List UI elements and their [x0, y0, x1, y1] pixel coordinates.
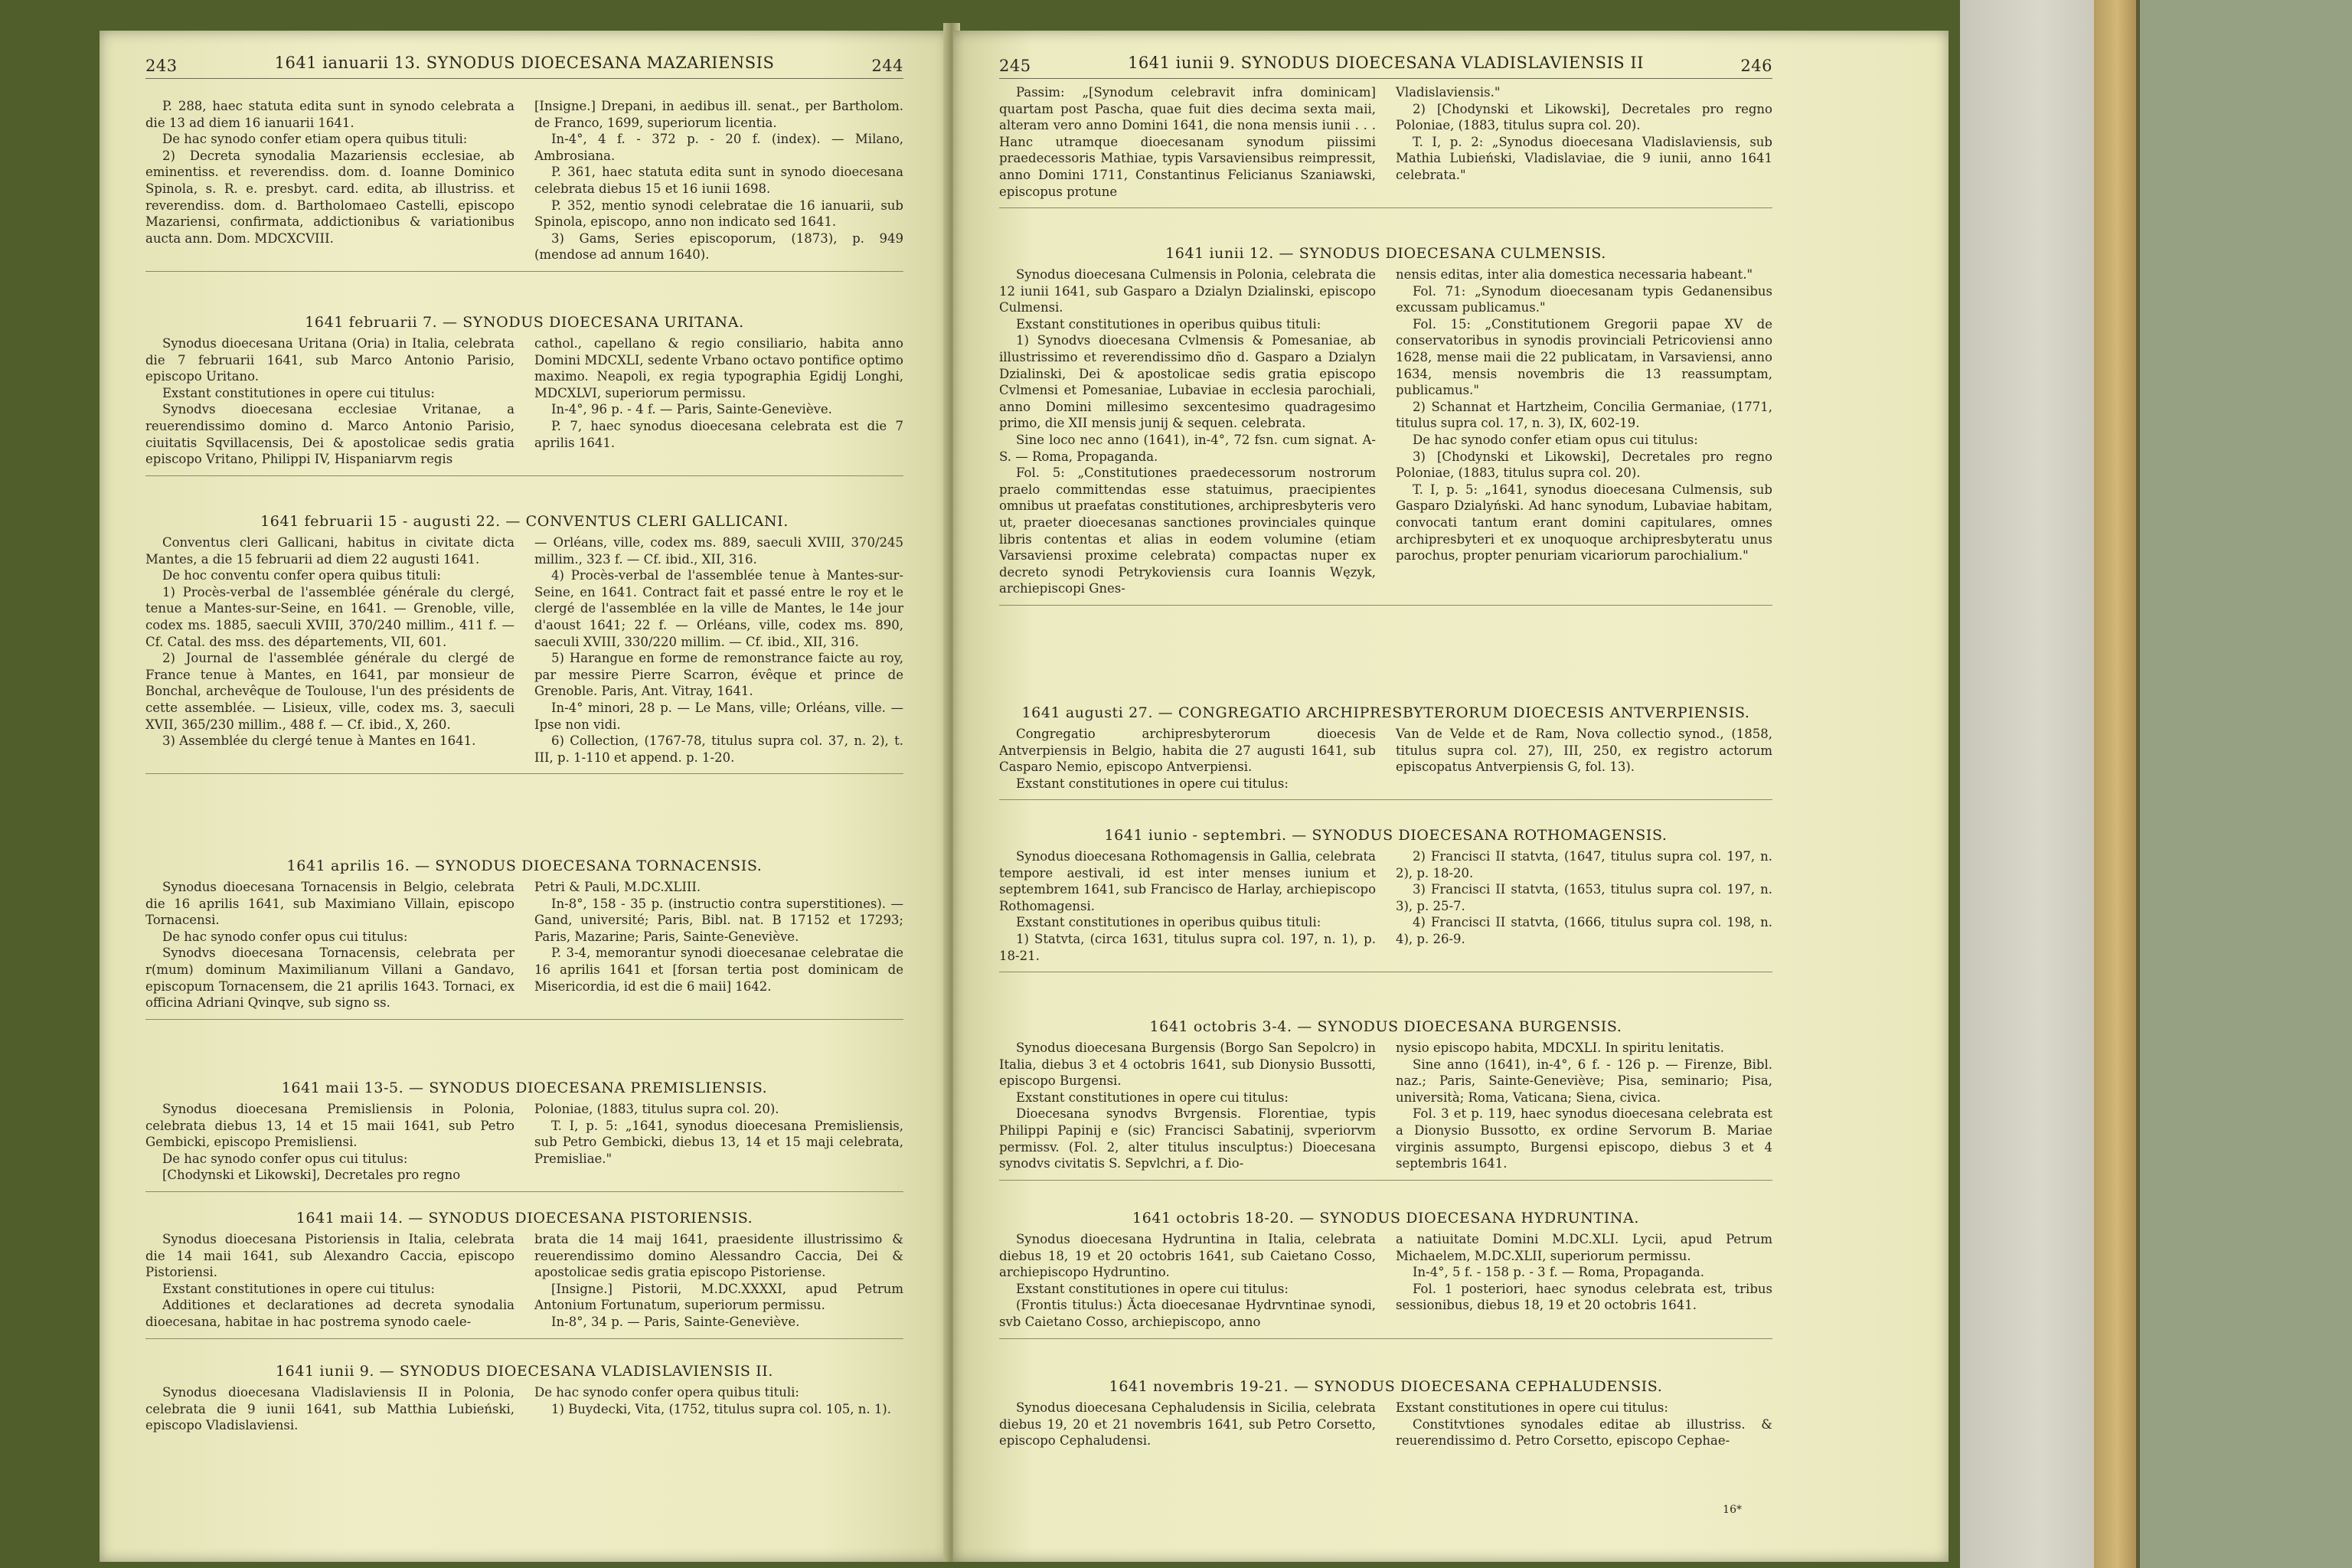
entry-paragraph: Exstant constitutiones in opere cui titulus:: [1396, 1400, 1668, 1415]
entry-paragraph: Synodus dioecesana Hydruntina in Italia, celebrata diebus 18, 19 et 20 octobris 1641, sub Caietano Cosso, archiepiscopo Hydruntino.: [999, 1232, 1376, 1280]
synod-entry: [145, 1210, 903, 1339]
entry-paragraph: Dioecesana synodvs Bvrgensis. Florentiae, typis Philippi Papinij e (sic) Francisci Sabatinij, svperiorvm permissv. (Fol. 2, alter titulus insculptus:) Dioecesana synodvs civitatis S. Sepvlchri, a f. Dio-: [999, 1106, 1376, 1171]
entry-paragraph: P. 7, haec synodus dioecesana celebrata est die 7 aprilis 1641.: [534, 418, 903, 450]
entry-column-right: [534, 98, 903, 263]
entry-paragraph: Synodus dioecesana Cephaludensis in Sicilia, celebrata diebus 19, 20 et 21 novembris 1641, sub Petro Corsetto, episcopo Cephaludensi.: [999, 1400, 1376, 1449]
synod-entry: [999, 704, 1772, 800]
entry-rule: [145, 271, 903, 272]
entry-column-right: [1396, 848, 1772, 964]
entry-paragraph: Van de Velde et de Ram, Nova collectio synod., (1858, titulus supra col. 27), III, 250, ex registro actorum episcopatus Antverpiensis G, fol. 13).: [1396, 727, 1772, 775]
entry-paragraph: Fol. 3 et p. 119, haec synodus dioecesana celebrata est a Dionysio Bussotto, ex ordine Servorum B. Mariae virginis assumpto, Burgensi episcopo, diebus 3 et 4 septembris 1641.: [1396, 1106, 1772, 1171]
synod-entry: [999, 245, 1772, 606]
entry-paragraph: 5) Harangue en forme de remonstrance faicte au roy, par messire Pierre Scarron, évêque et prince de Grenoble. Paris, Ant. Vitray, 1641.: [534, 651, 903, 699]
header-rule: [999, 78, 1772, 79]
entry-paragraph: De hac synodo confer etiam opus cui titulus:: [1413, 432, 1698, 447]
entry-paragraph: brata die 14 maij 1641, praesidente illustrissimo & reuerendissimo domino Alessandro Caccia, Dei & apostolicae sedis gratia episcopo Pistoriense.: [534, 1232, 903, 1280]
entry-paragraph: nensis editas, inter alia domestica necessaria habeant.": [1396, 267, 1753, 282]
entry-rule: [145, 773, 903, 774]
entry-paragraph: Synodus dioecesana Premisliensis in Polonia, celebrata diebus 13, 14 et 15 maii 1641, sub Petro Gembicki, episcopo Premisliensi.: [145, 1102, 514, 1150]
synod-entry: [999, 84, 1772, 208]
entry-column-left: [999, 84, 1376, 200]
entry-paragraph: P. 361, haec statuta edita sunt in synodo dioecesana celebrata diebus 15 et 16 iunii 1698.: [534, 165, 903, 196]
entry-paragraph: Fol. 5: „Constitutiones praedecessorum nostrorum praelo committendas esse statuimus, praecipientes omnibus ut praefatas constitutiones, archipresbyteris vero ut, praeter dioecesanas sanctiones provinciales quinque libris contentas et alias in eodem volumine (etiam Varsaviensi proxime celebrata) compactas nuper ex decreto synodi Petrykoviensis cura Ioannis Węzyk, archiepiscopi Gnes-: [999, 466, 1376, 596]
entry-paragraph: Exstant constitutiones in opere cui titulus:: [1016, 776, 1289, 791]
entry-title: 1641 augusti 27. — CONGREGATIO ARCHIPRESBYTERORUM DIOECESIS ANTVERPIENSIS.: [1021, 704, 1750, 721]
entry-paragraph: Exstant constitutiones in operibus quibus tituli:: [1016, 316, 1321, 332]
entry-column-left: [145, 98, 514, 263]
entry-paragraph: In-8°, 158 - 35 p. (instructio contra superstitiones). — Gand, université; Paris, Bibl. nat. B 17152 et 17293; Paris, Mazarine; Paris, Sainte-Geneviève.: [534, 896, 903, 944]
entry-title: 1641 maii 13-5. — SYNODUS DIOECESANA PREMISLIENSIS.: [281, 1080, 768, 1096]
entry-paragraph: 3) Francisci II statvta, (1653, titulus supra col. 197, n. 3), p. 25-7.: [1396, 882, 1772, 913]
entry-column-left: [999, 1231, 1376, 1331]
page-number-left: 245: [999, 57, 1031, 75]
left-page: [100, 31, 949, 1562]
synod-entry: [145, 1080, 903, 1192]
entry-paragraph: 2) Schannat et Hartzheim, Concilia Germaniae, (1771, titulus supra col. 17, n. 3), IX, 602-19.: [1396, 399, 1772, 431]
entry-column-right: [1396, 1400, 1772, 1449]
entry-column-right: [534, 534, 903, 766]
entry-paragraph: 1) Procès-verbal de l'assemblée générale du clergé, tenue a Mantes-sur-Seine, en 1641. — Grenoble, ville, codex ms. 1885, saeculi XVIII, 370/240 millim., 411 f. — Cf. Catal. des mss. des départements, VII, 601.: [145, 584, 514, 649]
entry-paragraph: Synodvs dioecesana ecclesiae Vritanae, a reuerendissimo domino d. Marco Antonio Parisio, ciuitatis Sqvillacensis, Dei & apostolicae sedis gratia episcopo Vritano, Philippi IV, Hispaniarvm regis: [145, 402, 514, 467]
entry-paragraph: In-4°, 96 p. - 4 f. — Paris, Sainte-Geneviève.: [551, 402, 832, 417]
right-page: [953, 31, 1949, 1562]
entry-column-left: [999, 726, 1376, 792]
synod-entry: [999, 1378, 1772, 1449]
entry-rule: [145, 1019, 903, 1020]
entry-column-right: [1396, 1040, 1772, 1172]
entry-title: 1641 aprilis 16. — SYNODUS DIOECESANA TORNACENSIS.: [286, 858, 763, 874]
entry-column-right: [534, 1231, 903, 1331]
entry-paragraph: Exstant constitutiones in operibus quibus tituli:: [1016, 915, 1321, 930]
entry-paragraph: Additiones et declarationes ad decreta synodalia dioecesana, habitae in hac postrema synodo caele-: [145, 1298, 514, 1329]
signature-mark: 16*: [1723, 1504, 1742, 1516]
entry-paragraph: Sine loco nec anno (1641), in-4°, 72 fsn. cum signat. A-S. — Roma, Propaganda.: [999, 432, 1376, 464]
running-head: [999, 54, 1772, 84]
entry-paragraph: De hac synodo confer etiam opera quibus tituli:: [162, 132, 468, 147]
entry-paragraph: 4) Procès-verbal de l'assemblée tenue à Mantes-sur-Seine, en 1641. Contract fait et passé entre le roy et le clergé de l'assemblée en la ville de Mantes, le 14e jour d'aoust 1641; 22 f. — Orléans, ville, codex ms. 890, saeculi XVIII, 330/220 millim. — Cf. ibid., XII, 316.: [534, 568, 903, 649]
entry-column-right: [1396, 84, 1772, 200]
synod-entry: [999, 827, 1772, 972]
page-number-right: 246: [1740, 57, 1772, 75]
entry-paragraph: 2) [Chodynski et Likowski], Decretales pro regno Poloniae, (1883, titulus supra col. 20).: [1396, 101, 1772, 133]
entry-rule: [999, 799, 1772, 800]
entry-paragraph: 3) [Chodynski et Likowski], Decretales pro regno Poloniae, (1883, titulus supra col. 20).: [1396, 449, 1772, 481]
entry-paragraph: T. I, p. 2: „Synodus dioecesana Vladislaviensis, sub Mathia Lubieński, Vladislaviae, die 9 iunii, anno 1641 celebrata.": [1396, 134, 1772, 182]
entry-title: 1641 maii 14. — SYNODUS DIOECESANA PISTORIENSIS.: [296, 1210, 753, 1227]
entry-paragraph: cathol., capellano & regio consiliario, habita anno Domini MDCXLI, sedente Vrbano octavo pontifice optimo maximo. Neapoli, ex regia typographia Egidij Longhi, MDCXLVI, superiorum permissu.: [534, 336, 903, 400]
synod-entry: [145, 858, 903, 1020]
entry-paragraph: In-4° minori, 28 p. — Le Mans, ville; Orléans, ville. — Ipse non vidi.: [534, 700, 903, 732]
entry-column-left: [145, 335, 514, 468]
entry-paragraph: Synodus dioecesana Rothomagensis in Gallia, celebrata tempore aestivali, id est inter menses iunium et septembrem 1641, sub Francisco de Harlay, archiepiscopo Rothomagensi.: [999, 849, 1376, 913]
synod-entry: [145, 1363, 903, 1434]
entry-paragraph: Petri & Pauli, M.DC.XLIII.: [534, 880, 701, 894]
entry-paragraph: 1) Synodvs dioecesana Cvlmensis & Pomesaniae, ab illustrissimo et reverendissimo dño d. Gasparo a Dzialyn Dzialinski, Dei & apostolicae sedis gratia episcopo Cvlmensi et Pomesaniae, Lubaviae in ecclesia parochiali, anno Domini millesimo sexcentesimo quadragesimo primo, die XII mensis junij & sequen. celebrata.: [999, 333, 1376, 431]
entry-title: 1641 octobris 3-4. — SYNODUS DIOECESANA BURGENSIS.: [1149, 1018, 1622, 1035]
entry-paragraph: Sine anno (1641), in-4°, 6 f. - 126 p. — Firenze, Bibl. naz.; Paris, Sainte-Geneviève; Pisa, seminario; Pisa, università; Roma, Vaticana; Siena, civica.: [1396, 1057, 1772, 1105]
entry-paragraph: P. 288, haec statuta edita sunt in synodo celebrata a die 13 ad diem 16 ianuarii 1641.: [145, 99, 514, 130]
entry-rule: [999, 605, 1772, 606]
entry-paragraph: In-4°, 4 f. - 372 p. - 20 f. (index). — Milano, Ambrosiana.: [534, 132, 903, 163]
entry-paragraph: Synodus dioecesana Culmensis in Polonia, celebrata die 12 iunii 1641, sub Gasparo a Dzialyn Dzialinski, episcopo Culmensi.: [999, 267, 1376, 315]
entry-paragraph: De hac synodo confer opera quibus tituli:: [534, 1385, 799, 1400]
entry-rule: [145, 1338, 903, 1339]
entry-paragraph: Synodus dioecesana Uritana (Oria) in Italia, celebrata die 7 februarii 1641, sub Marco Antonio Parisio, episcopo Uritano.: [145, 336, 514, 384]
entry-paragraph: T. I, p. 5: „1641, synodus dioecesana Culmensis, sub Gasparo Dzialyński. Ad hanc synodum, Lubaviae habitam, convocati tantum erant domini capitulares, omnes archipresbyteri et ex unoquoque archipresbyteratu unus parochus, propter penuriam vicariorum parochialium.": [1396, 482, 1772, 564]
synod-entry: [145, 513, 903, 774]
entry-title: 1641 februarii 7. — SYNODUS DIOECESANA URITANA.: [305, 314, 744, 331]
entry-paragraph: 1) Buydecki, Vita, (1752, titulus supra col. 105, n. 1).: [551, 1401, 891, 1416]
header-rule: [145, 78, 903, 79]
entry-column-right: [1396, 1231, 1772, 1331]
entry-paragraph: Conventus cleri Gallicani, habitus in civitate dicta Mantes, a die 15 februarii ad diem 22 augusti 1641.: [145, 535, 514, 567]
entry-paragraph: Constitvtiones synodales editae ab illustriss. & reuerendissimo d. Petro Corsetto, episcopo Cephae-: [1396, 1416, 1772, 1449]
entry-paragraph: Fol. 15: „Constitutionem Gregorii papae XV de conservatoribus in synodis provinciali Petricoviensi anno 1628, mense maii die 22 publicatam, in Varsaviensi, anno 1634, mensis novembris die 13 reassumptam, publicamus.": [1396, 316, 1772, 398]
entry-paragraph: [Chodynski et Likowski], Decretales pro regno: [162, 1168, 461, 1183]
entry-title: 1641 iunii 9. — SYNODUS DIOECESANA VLADISLAVIENSIS II.: [275, 1363, 774, 1380]
entry-title: 1641 octobris 18-20. — SYNODUS DIOECESANA HYDRUNTINA.: [1132, 1210, 1639, 1227]
entry-column-left: [999, 266, 1376, 597]
entry-paragraph: Exstant constitutiones in opere cui titulus:: [162, 1281, 435, 1296]
entry-paragraph: Synodus dioecesana Pistoriensis in Italia, celebrata die 14 maii 1641, sub Alexandro Caccia, episcopo Pistoriensi.: [145, 1232, 514, 1280]
synod-entry: [145, 314, 903, 476]
entry-column-left: [145, 534, 514, 766]
entry-paragraph: Synodus dioecesana Burgensis (Borgo San Sepolcro) in Italia, diebus 3 et 4 octobris 1641, sub Dionysio Bussotti, episcopo Burgensi.: [999, 1040, 1376, 1089]
entry-column-right: [534, 1101, 903, 1184]
entry-paragraph: 3) Gams, Series episcoporum, (1873), p. 949 (mendose ad annum 1640).: [534, 230, 903, 263]
entry-column-left: [145, 1384, 514, 1434]
page-number-left: 243: [145, 57, 178, 75]
entry-column-right: [1396, 266, 1772, 597]
entry-paragraph: (Frontis titulus:) Ăcta dioecesanae Hydrvntinae synodi, svb Caietano Cosso, archiepiscopo, anno: [999, 1298, 1376, 1329]
entry-title: 1641 iunio - septembri. — SYNODUS DIOECESANA ROTHOMAGENSIS.: [1104, 827, 1668, 844]
entry-paragraph: 2) Decreta synodalia Mazariensis ecclesiae, ab eminentiss. et reverendiss. dom. d. Ioanne Dominico Spinola, s. R. e. presbyt. card. edita, ab illustriss. et reverendiss. dom. d. Bartholomaeo Castelli, episcopo Mazariensi, confirmata, addictionibus & variationibus aucta ann. Dom. MDCXCVIII.: [145, 148, 514, 246]
page-number-right: 244: [871, 57, 903, 75]
synod-entry: [999, 1210, 1772, 1339]
entry-paragraph: In-8°, 34 p. — Paris, Sainte-Geneviève.: [551, 1314, 800, 1329]
entry-paragraph: Synodus dioecesana Tornacensis in Belgio, celebrata die 16 aprilis 1641, sub Maximiano Villain, episcopo Tornacensi.: [145, 880, 514, 928]
entry-paragraph: 2) Francisci II statvta, (1647, titulus supra col. 197, n. 2), p. 18-20.: [1396, 849, 1772, 880]
entry-paragraph: Synodus dioecesana Vladislaviensis II in Polonia, celebrata die 9 iunii 1641, sub Matthia Lubieński, episcopo Vladislaviensi.: [145, 1385, 514, 1433]
running-title: 1641 iunii 9. SYNODUS DIOECESANA VLADISLAVIENSIS II: [1128, 54, 1644, 72]
entry-paragraph: 6) Collection, (1767-78, titulus supra col. 37, n. 2), t. III, p. 1-110 et append. p. 1-20.: [534, 733, 903, 765]
entry-paragraph: a natiuitate Domini M.DC.XLI. Lycii, apud Petrum Michaelem, M.DC.XLII, superiorum permissu.: [1396, 1232, 1772, 1263]
entry-paragraph: 4) Francisci II statvta, (1666, titulus supra col. 198, n. 4), p. 26-9.: [1396, 915, 1772, 946]
running-title: 1641 ianuarii 13. SYNODUS DIOECESANA MAZARIENSIS: [274, 54, 775, 72]
entry-column-right: [534, 1384, 903, 1434]
synod-entry: [999, 1018, 1772, 1181]
entry-paragraph: [Insigne.] Pistorii, M.DC.XXXXI, apud Petrum Antonium Fortunatum, superiorum permissu.: [534, 1281, 903, 1313]
entry-title: 1641 novembris 19-21. — SYNODUS DIOECESANA CEPHALUDENSIS.: [1109, 1378, 1663, 1395]
entry-paragraph: Exstant constitutiones in opere cui titulus:: [1016, 1089, 1289, 1105]
entry-rule: [999, 207, 1772, 208]
entry-paragraph: T. I, p. 5: „1641, synodus dioecesana Premisliensis, sub Petro Gembicki, diebus 13, 14 et 15 maji celebrata, Premisliae.": [534, 1118, 903, 1166]
entry-rule: [145, 1191, 903, 1192]
entry-title: 1641 februarii 15 - augusti 22. — CONVENTUS CLERI GALLICANI.: [260, 513, 789, 530]
entry-rule: [999, 1180, 1772, 1181]
entry-paragraph: Vladislaviensis.": [1396, 85, 1501, 100]
entry-paragraph: Exstant constitutiones in opere cui titulus:: [162, 385, 435, 400]
entry-column-left: [145, 1231, 514, 1331]
entry-paragraph: Fol. 1 posteriori, haec synodus celebrata est, tribus sessionibus, diebus 18, 19 et 20 octobris 1641.: [1396, 1281, 1772, 1313]
entry-paragraph: Exstant constitutiones in opere cui titulus:: [1016, 1281, 1289, 1296]
entry-rule: [999, 1338, 1772, 1339]
entry-column-left: [999, 1400, 1376, 1449]
entry-column-left: [999, 848, 1376, 964]
entry-paragraph: De hoc conventu confer opera quibus tituli:: [162, 568, 441, 583]
entry-rule: [145, 475, 903, 476]
entry-column-right: [534, 879, 903, 1011]
entry-paragraph: Passim: „[Synodum celebravit infra dominicam] quartam post Pascha, quae fuit dies decima sexta maii, alteram vero anno Domini 1641, die nona mensis iunii . . . Hanc utramque dioecesanam synodum piissimi praedecessoris Mathiae, typis Varsaviensibus reimpressit, anno Domini 1711, Constantinus Felicianus Szaniawski, episcopus protune: [999, 85, 1376, 199]
entry-column-left: [145, 879, 514, 1011]
entry-title: 1641 iunii 12. — SYNODUS DIOECESANA CULMENSIS.: [1165, 245, 1606, 262]
running-head: [145, 54, 903, 84]
entry-column-left: [999, 1040, 1376, 1172]
synod-entry: [145, 98, 903, 272]
entry-paragraph: nysio episcopo habita, MDCXLI. In spiritu lenitatis.: [1396, 1040, 1724, 1055]
entry-paragraph: Synodvs dioecesana Tornacensis, celebrata per r(mum) dominum Maximilianum Villani a Gandavo, episcopum Tornacensem, die 21 aprilis 1643. Tornaci, ex officina Adriani Qvinqve, sub signo ss.: [145, 946, 514, 1011]
entry-paragraph: In-4°, 5 f. - 158 p. - 3 f. — Roma, Propaganda.: [1413, 1265, 1704, 1280]
entry-column-left: [145, 1101, 514, 1184]
entry-paragraph: Fol. 71: „Synodum dioecesanam typis Gedanensibus excussam publicamus.": [1396, 283, 1772, 315]
book-spine-edge: [2094, 0, 2140, 1568]
entry-paragraph: 2) Journal de l'assemblée générale du clergé de France tenue à Mantes, en 1641, par monsieur de Bonchal, archevêque de Toulouse, l'un des présidents de cette assemblée. — Lisieux, ville, codex ms. 3, saeculi XVII, 365/230 millim., 488 f. — Cf. ibid., X, 260.: [145, 651, 514, 732]
entry-paragraph: Poloniae, (1883, titulus supra col. 20).: [534, 1102, 779, 1116]
entry-paragraph: 1) Statvta, (circa 1631, titulus supra col. 197, n. 1), p. 18-21.: [999, 931, 1376, 963]
entry-column-right: [1396, 726, 1772, 792]
book-cover-background: [2140, 0, 2352, 1568]
entry-paragraph: [Insigne.] Drepani, in aedibus ill. senat., per Bartholom. de Franco, 1699, superiorum licentia.: [534, 99, 903, 130]
entry-paragraph: 3) Assemblée du clergé tenue à Mantes en 1641.: [162, 733, 476, 749]
entry-paragraph: P. 3-4, memorantur synodi dioecesanae celebratae die 16 aprilis 1641 et [forsan tertia post dominicam de Misericordia, id est die 6 maii] 1642.: [534, 946, 903, 994]
entry-paragraph: Congregatio archipresbyterorum dioecesis Antverpiensis in Belgio, habita die 27 augusti 1641, sub Casparo Nemio, episcopo Antverpiensi.: [999, 727, 1376, 775]
entry-column-right: [534, 335, 903, 468]
entry-paragraph: — Orléans, ville, codex ms. 889, saeculi XVIII, 370/245 millim., 323 f. — Cf. ibid., XII, 316.: [534, 535, 903, 567]
entry-paragraph: De hac synodo confer opus cui titulus:: [162, 929, 408, 944]
entry-paragraph: De hac synodo confer opus cui titulus:: [162, 1151, 408, 1166]
entry-paragraph: P. 352, mentio synodi celebratae die 16 ianuarii, sub Spinola, episcopo, anno non indicato sed 1641.: [534, 198, 903, 230]
